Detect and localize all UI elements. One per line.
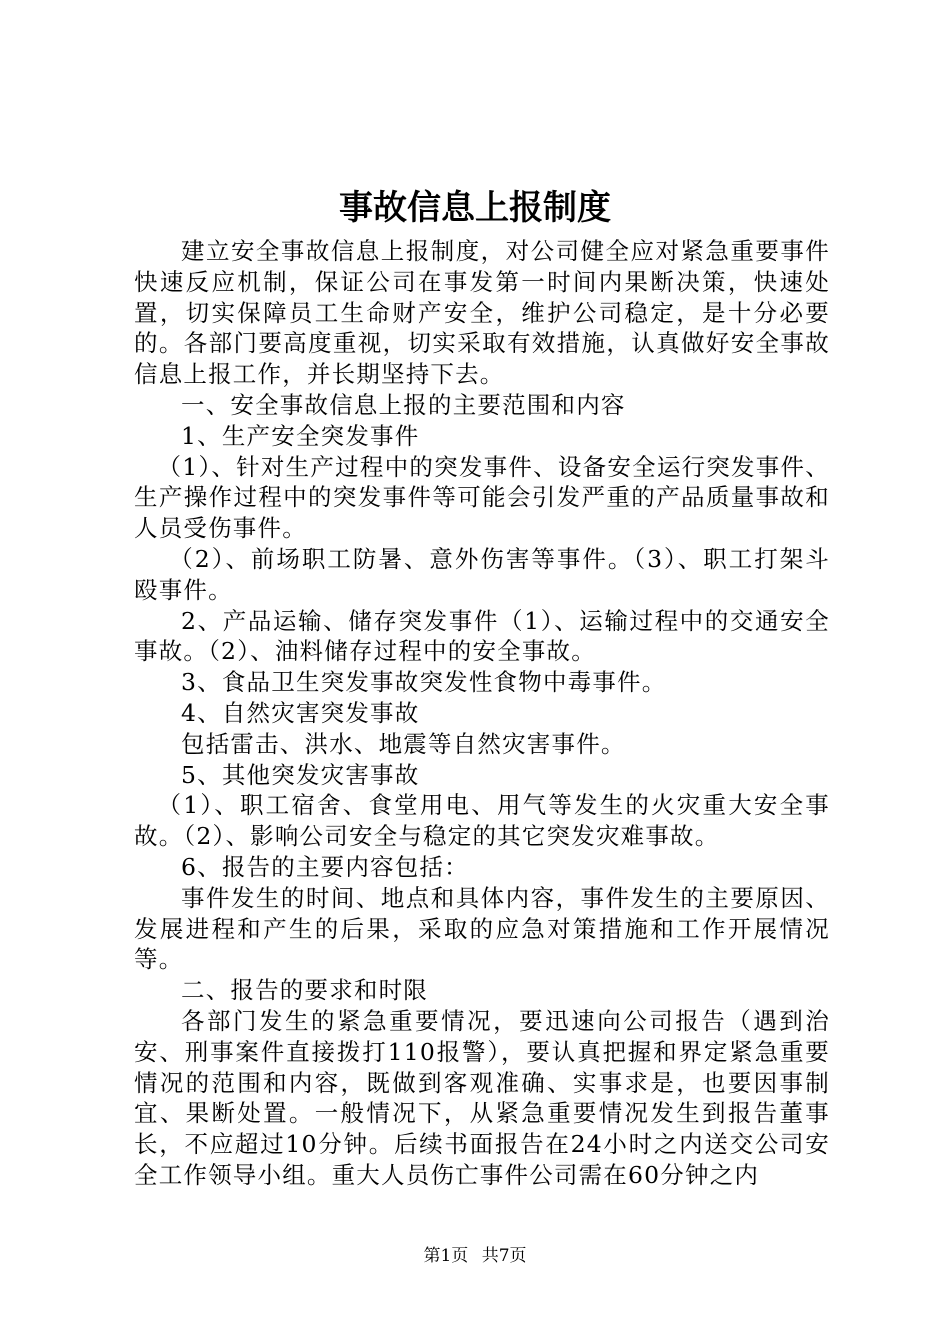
page-number: 第1页 [423, 1246, 469, 1266]
subsection-heading-2: 2、产品运输、储存突发事件（1）、运输过程中的交通安全事故。（2）、油料储存过程中的安全事故。 [134, 606, 830, 666]
section-heading-2: 二、报告的要求和时限 [181, 976, 428, 1005]
document-body [134, 236, 830, 1191]
subsection-heading-1: 1、生产安全突发事件 [181, 421, 420, 450]
list-item: 包括雷击、洪水、地震等自然灾害事件。 [181, 729, 626, 758]
list-item: （2）、前场职工防暑、意外伤害等事件。（3）、职工打架斗殴事件。 [134, 544, 830, 604]
list-item: （1）、职工宿舍、食堂用电、用气等发生的火灾重大安全事故。（2）、影响公司安全与稳定的其它突发灾难事故。 [134, 791, 830, 851]
subsection-heading-5: 5、其他突发灾害事故 [181, 760, 420, 789]
page-footer [0, 1245, 950, 1267]
section-heading-1: 一、安全事故信息上报的主要范围和内容 [181, 390, 626, 419]
subsection-heading-4: 4、自然灾害突发事故 [181, 698, 420, 727]
list-item: （1）、针对生产过程中的突发事件、设备安全运行突发事件、生产操作过程中的突发事件等可能会引发严重的产品质量事故和人员受伤事件。 [134, 452, 830, 543]
subsection-heading-6: 6、报告的主要内容包括： [181, 852, 469, 881]
intro-paragraph: 建立安全事故信息上报制度，对公司健全应对紧急重要事件快速反应机制，保证公司在事发第一时间内果断决策，快速处置，切实保障员工生命财产安全，维护公司稳定，是十分必要的。各部门要高度重视，切实采取有效措施，认真做好安全事故信息上报工作，并长期坚持下去。 [134, 237, 830, 389]
subsection-heading-3: 3、食品卫生突发事故突发性食物中毒事件。 [181, 668, 667, 697]
document-title: 事故信息上报制度 [339, 188, 611, 228]
page-total: 共7页 [481, 1246, 527, 1266]
body-paragraph: 事件发生的时间、地点和具体内容，事件发生的主要原因、发展进程和产生的后果，采取的应急对策措施和工作开展情况等。 [134, 883, 830, 974]
body-paragraph: 各部门发生的紧急重要情况，要迅速向公司报告（遇到治安、刑事案件直接拨打110报警），要认真把握和界定紧急重要情况的范围和内容，既做到客观准确、实事求是，也要因事制宜、果断处置。一般情况下，从紧急重要情况发生到报告董事长，不应超过10分钟。后续书面报告在24小时之内送交公司安全工作领导小组。重大人员伤亡事件公司需在60分钟之内 [134, 1006, 830, 1189]
